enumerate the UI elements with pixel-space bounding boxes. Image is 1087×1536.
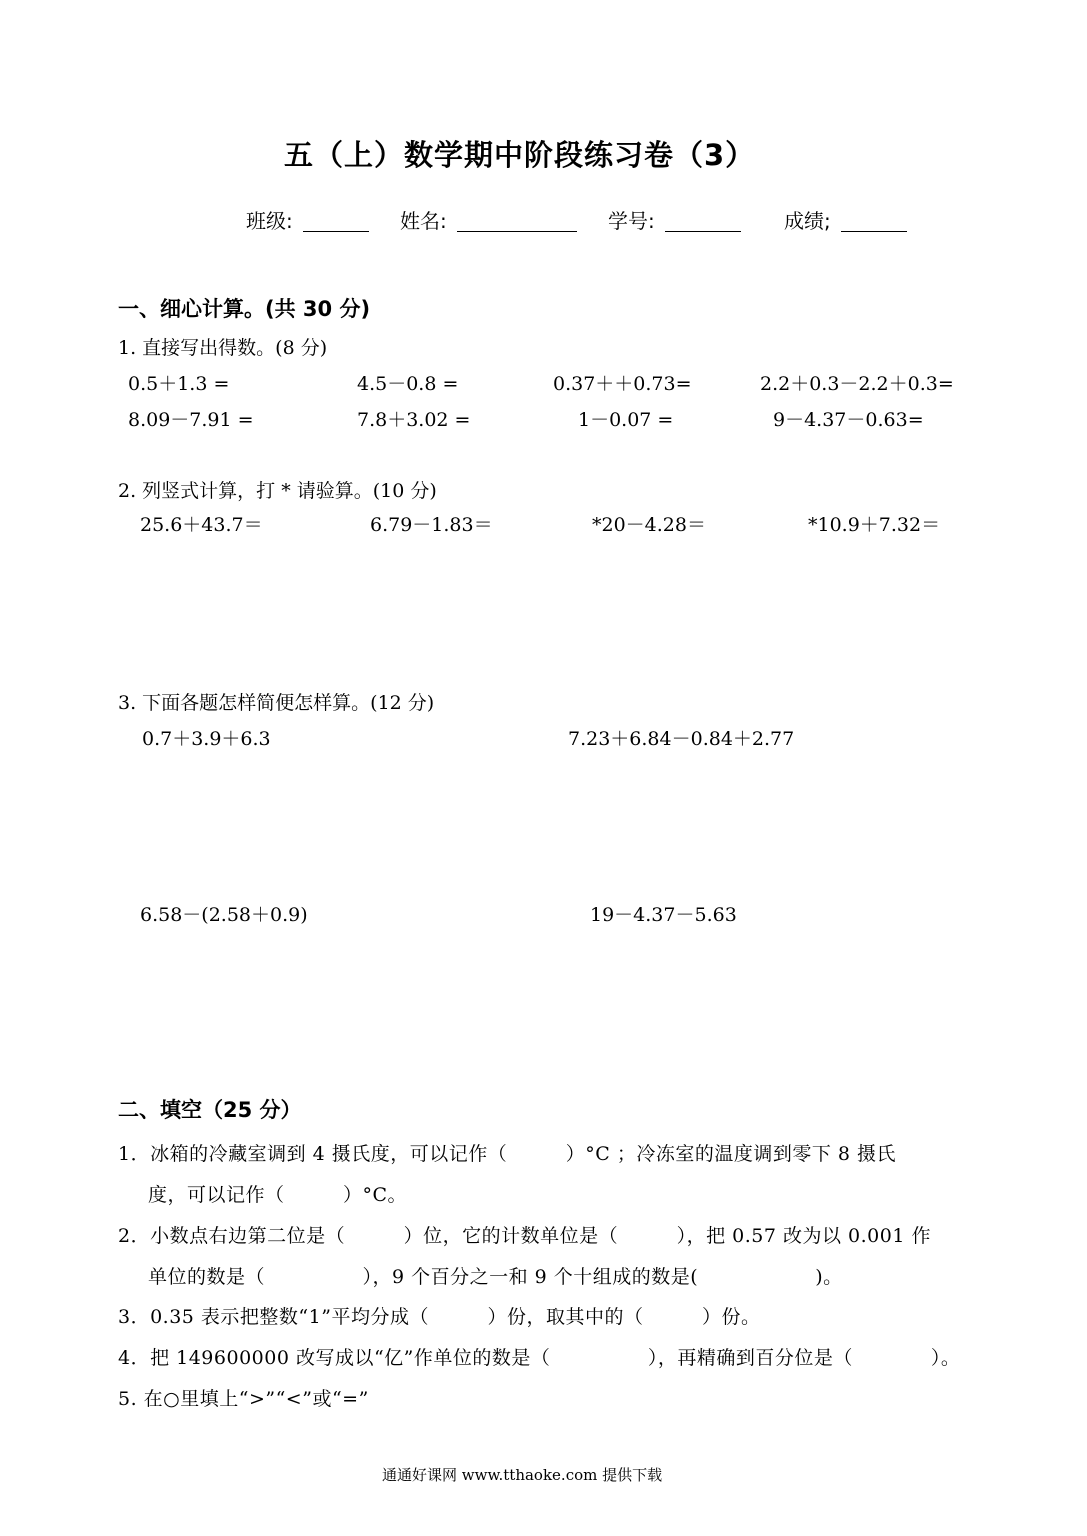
q1-item: 1－0.07 = bbox=[578, 409, 674, 431]
fill-line: 度，可以记作（ ）°C。 bbox=[148, 1184, 408, 1206]
fill-line: 4．把 149600000 改写成以“亿”作单位的数是（ ），再精确到百分位是（ ）。 bbox=[118, 1347, 961, 1369]
class-blank bbox=[303, 211, 369, 232]
q3-item: 7.23＋6.84－0.84＋2.77 bbox=[568, 728, 795, 750]
info-name bbox=[400, 205, 577, 234]
footer-text: 通通好课网 www.tthaoke.com 提供下载 bbox=[382, 1466, 663, 1484]
q1-item: 4.5－0.8 = bbox=[357, 373, 459, 395]
q3-item: 6.58－(2.58＋0.9) bbox=[140, 904, 308, 926]
section2-heading: 二、填空（25 分） bbox=[118, 1098, 302, 1122]
q3-label: 3. 下面各题怎样简便怎样算。(12 分) bbox=[118, 692, 435, 714]
score-label: 成绩; bbox=[784, 209, 831, 233]
page-title: 五（上）数学期中阶段练习卷（3） bbox=[284, 138, 756, 172]
id-label: 学号: bbox=[608, 209, 655, 233]
fill-line: 3．0.35 表示把整数“1”平均分成（ ）份，取其中的（ ）份。 bbox=[118, 1306, 761, 1328]
fill-line: 单位的数是（ ），9 个百分之一和 9 个十组成的数是( )。 bbox=[148, 1266, 843, 1288]
score-blank bbox=[841, 211, 907, 232]
info-id bbox=[608, 205, 741, 234]
q2-label: 2. 列竖式计算，打 * 请验算。(10 分) bbox=[118, 480, 437, 502]
fill-line: 2．小数点右边第二位是（ ）位，它的计数单位是（ ），把 0.57 改为以 0.001 作 bbox=[118, 1225, 931, 1247]
q1-item: 8.09－7.91 = bbox=[128, 409, 254, 431]
info-class bbox=[246, 205, 369, 234]
info-score bbox=[784, 205, 907, 234]
q1-label: 1. 直接写出得数。(8 分) bbox=[118, 337, 328, 359]
q2-item: *20－4.28＝ bbox=[592, 514, 706, 536]
q3-item: 19－4.37－5.63 bbox=[590, 904, 737, 926]
q2-item: *10.9＋7.32＝ bbox=[808, 514, 941, 536]
id-blank bbox=[665, 211, 741, 232]
q1-item: 2.2＋0.3－2.2＋0.3= bbox=[760, 373, 954, 395]
q3-item: 0.7＋3.9＋6.3 bbox=[142, 728, 271, 750]
fill-line: 1．冰箱的冷藏室调到 4 摄氏度，可以记作（ ）°C ；冷冻室的温度调到零下 8 摄氏 bbox=[118, 1143, 897, 1165]
q1-item: 0.5＋1.3 = bbox=[128, 373, 230, 395]
section1-heading: 一、细心计算。(共 30 分) bbox=[118, 297, 371, 321]
name-label: 姓名: bbox=[400, 209, 447, 233]
name-blank bbox=[457, 211, 577, 232]
q2-item: 6.79－1.83＝ bbox=[370, 514, 493, 536]
q1-item: 0.37＋＋0.73= bbox=[553, 373, 692, 395]
class-label: 班级: bbox=[246, 209, 293, 233]
fill-line: 5. 在○里填上“>”“<”或“=” bbox=[118, 1388, 369, 1410]
q1-item: 7.8＋3.02 = bbox=[357, 409, 471, 431]
q1-item: 9－4.37－0.63= bbox=[773, 409, 924, 431]
q2-item: 25.6＋43.7＝ bbox=[140, 514, 263, 536]
